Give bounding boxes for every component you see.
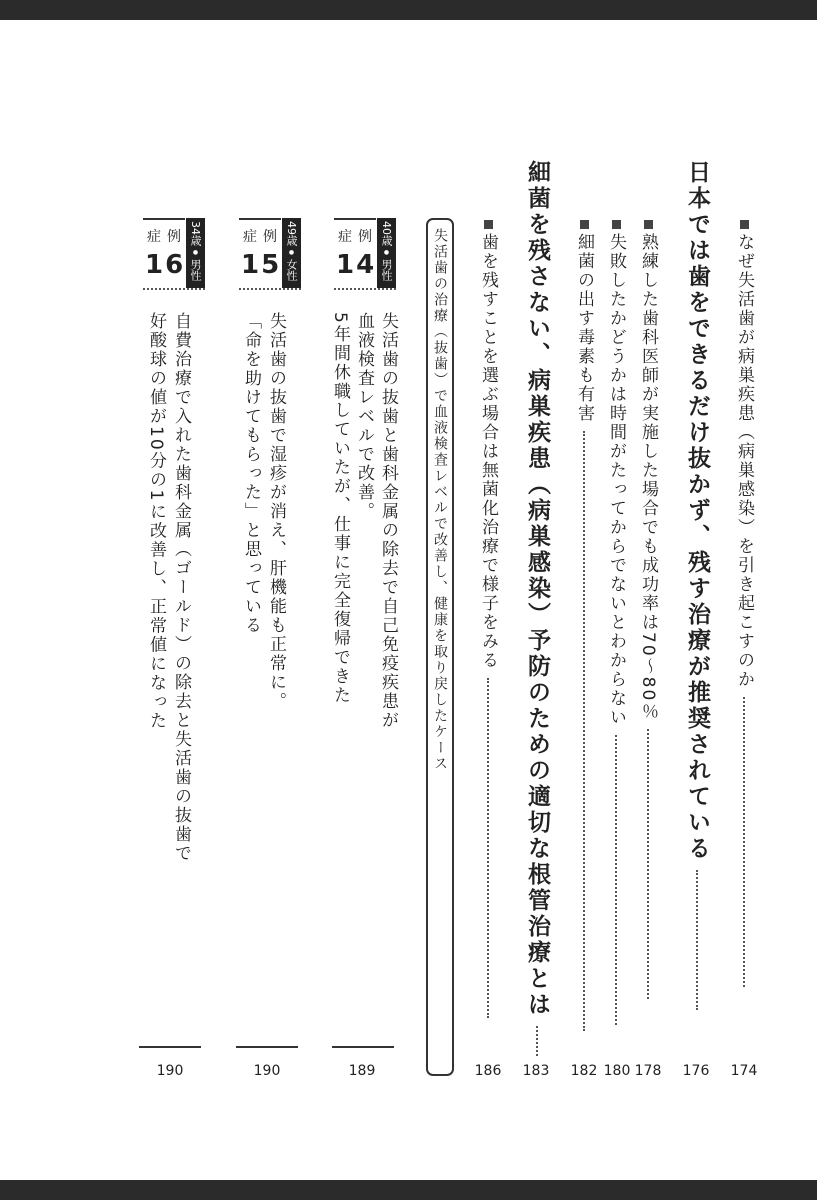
case-tab: 49歳 ● 女性 — [282, 218, 301, 288]
toc-page-5: 182 — [570, 1063, 598, 1079]
toc-page-4: 180 — [603, 1063, 631, 1079]
case-header-14: 40歳 ● 男性 症例 14 — [334, 218, 396, 288]
case-14-line-3[interactable]: 5年間休職していたが、仕事に完全復帰できた — [330, 312, 350, 705]
toc-heading-2[interactable]: 細菌を残さない、病巣疾患（病巣感染）予防のための適切な根管治療とは — [523, 160, 551, 1056]
bottom-border — [0, 1180, 817, 1200]
case-tab: 34歳 ● 男性 — [186, 218, 205, 288]
case-page-15: 190 — [253, 1063, 281, 1079]
bullet-square-icon — [612, 220, 621, 229]
toc-item-7[interactable]: 歯を残すことを選ぶ場合は無菌化治療で様子をみる — [477, 220, 499, 1018]
case-page-16: 190 — [156, 1063, 184, 1079]
toc-page-7: 186 — [474, 1063, 502, 1079]
toc-page-2: 176 — [682, 1063, 710, 1079]
bullet-square-icon — [484, 220, 493, 229]
toc-item-5[interactable]: 細菌の出す毒素も有害 — [573, 220, 595, 1031]
case-header-15: 49歳 ● 女性 症例 15 — [239, 218, 301, 288]
case-tab: 40歳 ● 男性 — [377, 218, 396, 288]
bullet-square-icon — [580, 220, 589, 229]
section-banner: 失活歯の治療（抜歯）で血液検査レベルで改善し、健康を取り戻したケース — [426, 218, 454, 1076]
toc-item-3[interactable]: 熟練した歯科医師が実施した場合でも成功率は70〜80％ — [637, 220, 659, 999]
case-16-line-2[interactable]: 好酸球の値が10分の1に改善し、正常値になった — [146, 312, 166, 731]
case-15-line-2[interactable]: 「命を助けてもらった」と思っている — [241, 312, 261, 635]
case-14-line-2[interactable]: 血液検査レベルで改善。 — [354, 312, 374, 521]
toc-page-1: 174 — [730, 1063, 758, 1079]
case-page-14: 189 — [348, 1063, 376, 1079]
toc-page-6: 183 — [522, 1063, 550, 1079]
top-border — [0, 0, 817, 20]
toc-item-1[interactable]: なぜ失活歯が病巣疾患（病巣感染）を引き起こすのか — [733, 220, 755, 987]
bullet-square-icon — [644, 220, 653, 229]
toc-page-3: 178 — [634, 1063, 662, 1079]
case-15-line-1[interactable]: 失活歯の抜歯で湿疹が消え、肝機能も正常に。 — [266, 312, 286, 711]
case-header-16: 34歳 ● 男性 症例 16 — [143, 218, 205, 288]
case-14-line-1[interactable]: 失活歯の抜歯と歯科金属の除去で自己免疫疾患が — [378, 312, 398, 730]
toc-heading-1[interactable]: 日本では歯をできるだけ抜かず、残す治療が推奨されている — [683, 160, 711, 1010]
toc-item-4[interactable]: 失敗したかどうかは時間がたってからでないとわからない — [605, 220, 627, 1025]
case-16-line-1[interactable]: 自費治療で入れた歯科金属（ゴールド）の除去と失活歯の抜歯で — [171, 312, 191, 863]
bullet-square-icon — [740, 220, 749, 229]
